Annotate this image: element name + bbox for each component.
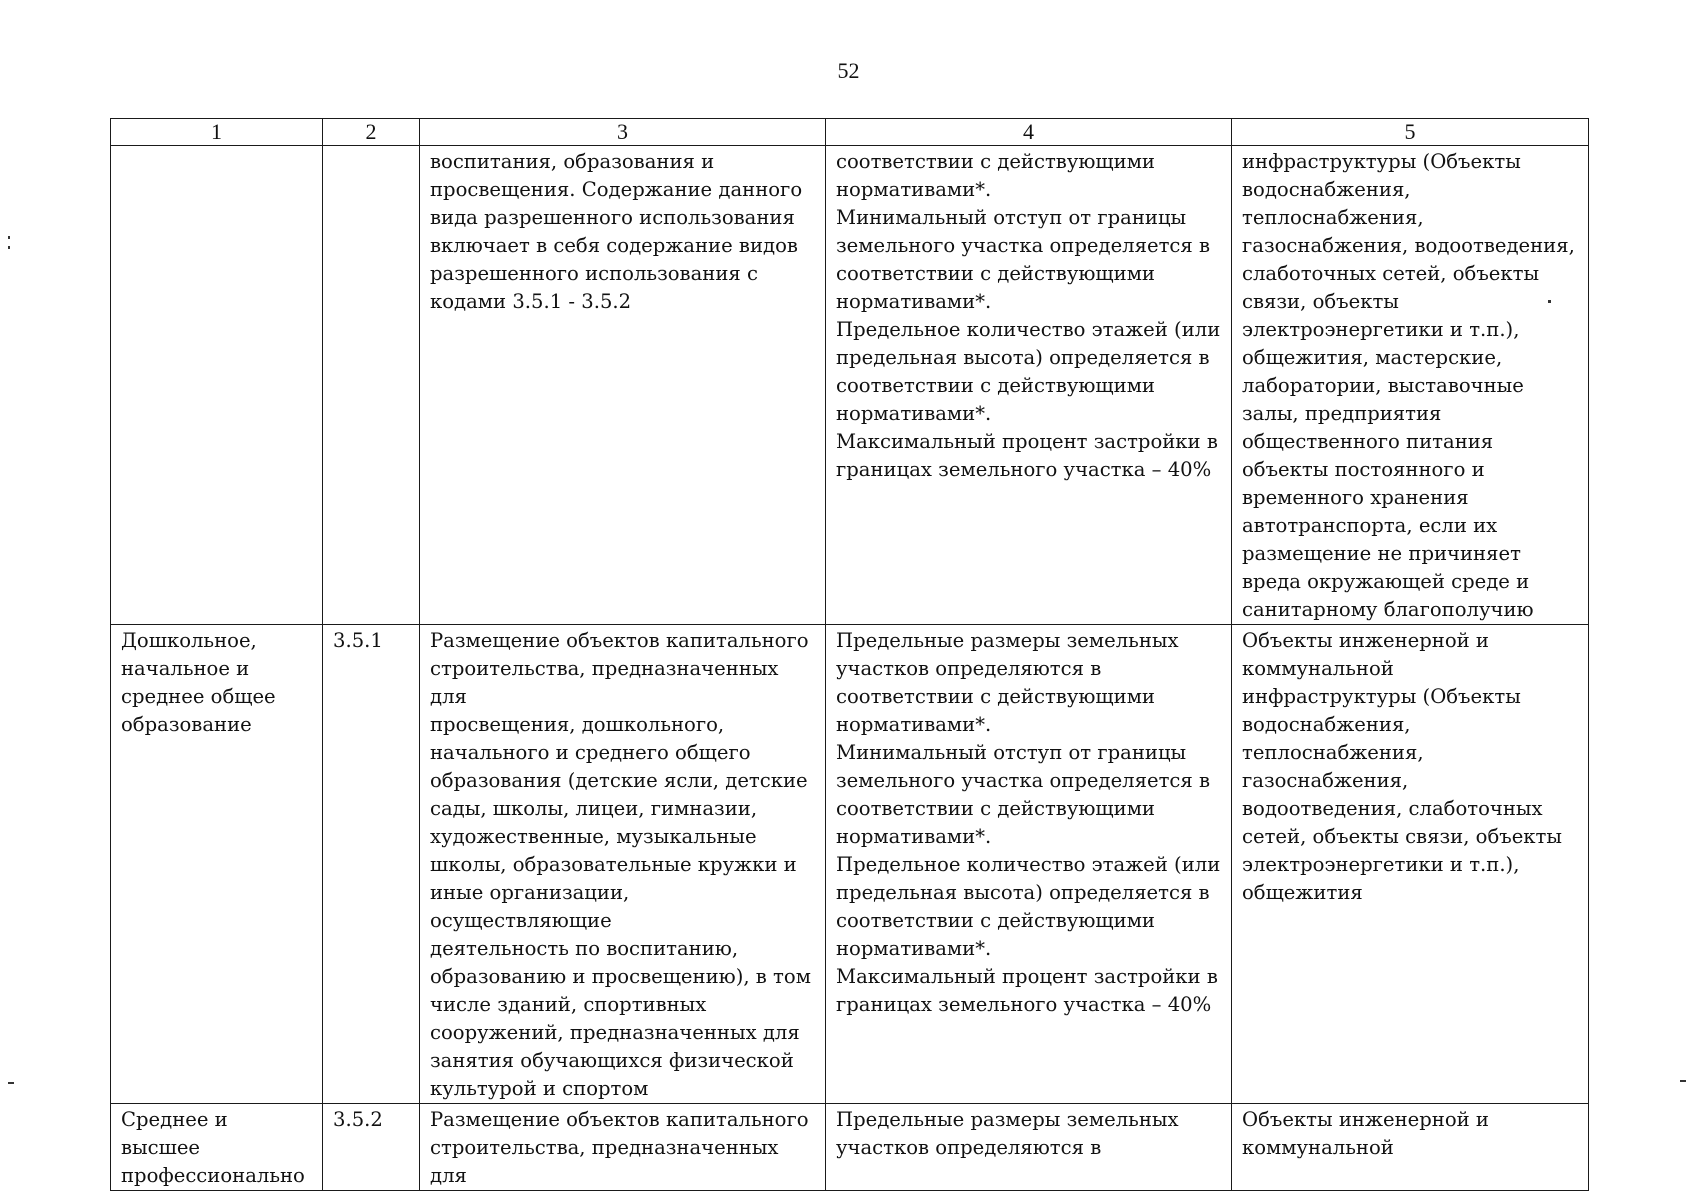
page-number: 52 (837, 58, 860, 83)
parameters-cell: Предельные размеры земельных участков определяются в соответствии с действующими нормативами*. Минимальный отступ от границы земельного участка определяется в соответствии с действующими нормативами*. Предельное количество этажей (или предельная высота) определяется в соответствии с действующими нормативами*. Максимальный процент застройки в границах земельного участка – 40% (826, 625, 1232, 1104)
scan-mark (1680, 1080, 1686, 1082)
table-row (111, 1104, 1589, 1191)
use-code-cell: 3.5.1 (323, 625, 420, 1104)
table-header-row (111, 119, 1589, 146)
column-header: 1 (111, 119, 323, 146)
use-description-cell: Размещение объектов капитального строительства, предназначенных для (420, 1104, 826, 1191)
parameters-cell: соответствии с действующими нормативами*. Минимальный отступ от границы земельного участка определяется в соответствии с действующими нормативами*. Предельное количество этажей (или предельная высота) определяется в соответствии с действующими нормативами*. Максимальный процент застройки в границах земельного участка – 40% (826, 146, 1232, 625)
use-name-cell: Дошкольное, начальное и среднее общее образование (111, 625, 323, 1104)
scan-mark (8, 246, 10, 249)
use-description-cell: воспитания, образования и просвещения. Содержание данного вида разрешенного использования включает в себя содержание видов разрешенного использования с кодами 3.5.1 - 3.5.2 (420, 146, 826, 625)
use-code-cell: 3.5.2 (323, 1104, 420, 1191)
column-header: 5 (1232, 119, 1589, 146)
column-header: 2 (323, 119, 420, 146)
use-name-cell (111, 146, 323, 625)
column-header: 4 (826, 119, 1232, 146)
scan-mark (8, 1082, 14, 1084)
table-row (111, 146, 1589, 625)
table-row (111, 625, 1589, 1104)
parameters-cell: Предельные размеры земельных участков определяются в (826, 1104, 1232, 1191)
use-code-cell (323, 146, 420, 625)
auxiliary-uses-cell: инфраструктуры (Объекты водоснабжения, теплоснабжения, газоснабжения, водоотведения, слаботочных сетей, объекты связи, объекты электроэнергетики и т.п.), общежития, мастерские, лаборатории, выставочные залы, предприятия общественного питания объекты постоянного и временного хранения автотранспорта, если их размещение не причиняет вреда окружающей среде и санитарному благополучию (1232, 146, 1589, 625)
use-name-cell: Среднее и высшее профессионально (111, 1104, 323, 1191)
scan-mark (8, 236, 10, 239)
use-description-cell: Размещение объектов капитального строительства, предназначенных для просвещения, дошкольного, начального и среднего общего образования (детские ясли, детские сады, школы, лицеи, гимназии, художественные, музыкальные школы, образовательные кружки и иные организации, осуществляющие деятельность по воспитанию, образованию и просвещению), в том числе зданий, спортивных сооружений, предназначенных для занятия обучающихся физической культурой и спортом (420, 625, 826, 1104)
land-use-table (110, 118, 1589, 1191)
column-header: 3 (420, 119, 826, 146)
auxiliary-uses-cell: Объекты инженерной и коммунальной (1232, 1104, 1589, 1191)
auxiliary-uses-cell: Объекты инженерной и коммунальной инфраструктуры (Объекты водоснабжения, теплоснабжения, газоснабжения, водоотведения, слаботочных сетей, объекты связи, объекты электроэнергетики и т.п.), общежития (1232, 625, 1589, 1104)
